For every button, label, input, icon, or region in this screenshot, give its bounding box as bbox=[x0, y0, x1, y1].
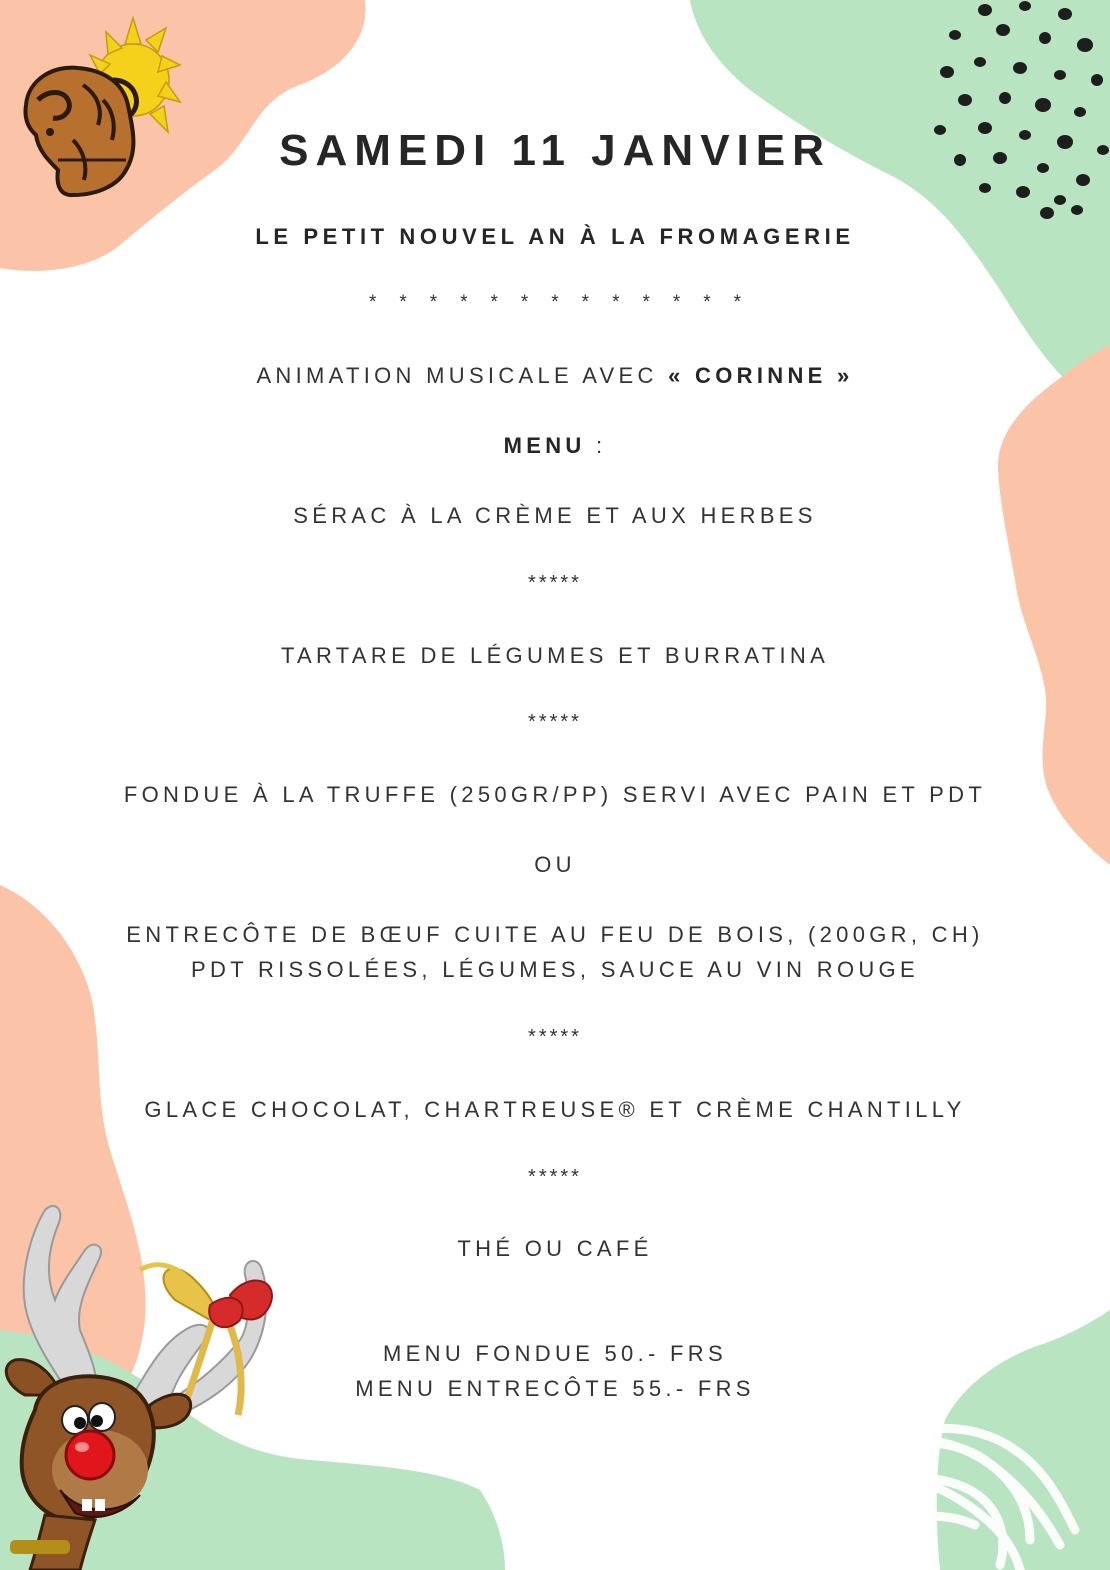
artist-name: « CORINNE » bbox=[668, 363, 854, 388]
star: * bbox=[429, 292, 438, 313]
animation-prefix: ANIMATION MUSICALE AVEC bbox=[256, 363, 669, 388]
star: * bbox=[581, 292, 590, 313]
course-main-entrecote-line2: PDT RISSOLÉES, LÉGUMES, SAUCE AU VIN ROUGE bbox=[191, 957, 919, 982]
course-main-fondue: FONDUE À LA TRUFFE (250GR/PP) SERVI AVEC PAIN ET PDT bbox=[123, 782, 987, 807]
menu-heading-suffix: : bbox=[585, 433, 607, 458]
course-separator: ***** bbox=[528, 572, 582, 594]
course-dessert: GLACE CHOCOLAT, CHARTREUSE® ET CRÈME CHANTILLY bbox=[144, 1097, 966, 1122]
course-second: TARTARE DE LÉGUMES ET BURRATINA bbox=[280, 643, 830, 668]
course-starter: SÉRAC À LA CRÈME ET AUX HERBES bbox=[293, 503, 817, 528]
menu-heading bbox=[0, 433, 1110, 459]
star: * bbox=[368, 292, 377, 313]
course-drink: THÉ OU CAFÉ bbox=[457, 1236, 653, 1261]
star-divider bbox=[0, 292, 1110, 314]
course-main-entrecote-line1: ENTRECÔTE DE BŒUF CUITE AU FEU DE BOIS, (200GR, CH) bbox=[126, 922, 984, 947]
course-separator: ***** bbox=[528, 711, 582, 733]
star: * bbox=[399, 292, 407, 313]
menu-heading-label: MENU bbox=[503, 433, 586, 458]
price-entrecote: MENU ENTRECÔTE 55.- FRS bbox=[355, 1376, 755, 1401]
star: * bbox=[703, 292, 711, 313]
star: * bbox=[551, 292, 559, 313]
star: * bbox=[642, 292, 650, 313]
star: * bbox=[520, 292, 529, 313]
star: * bbox=[460, 292, 468, 313]
star: * bbox=[672, 292, 681, 313]
star: * bbox=[612, 292, 620, 313]
star: * bbox=[733, 292, 742, 313]
dot-pattern-icon bbox=[925, 0, 1110, 225]
event-subtitle: LE PETIT NOUVEL AN À LA FROMAGERIE bbox=[255, 224, 855, 249]
course-separator: ***** bbox=[528, 1026, 582, 1048]
course-separator: ***** bbox=[528, 1166, 582, 1188]
page-title: SAMEDI 11 JANVIER bbox=[279, 126, 831, 175]
course-or: OU bbox=[534, 852, 576, 877]
star: * bbox=[490, 292, 498, 313]
music-animation-line bbox=[0, 363, 1110, 389]
price-fondue: MENU FONDUE 50.- FRS bbox=[383, 1341, 727, 1366]
